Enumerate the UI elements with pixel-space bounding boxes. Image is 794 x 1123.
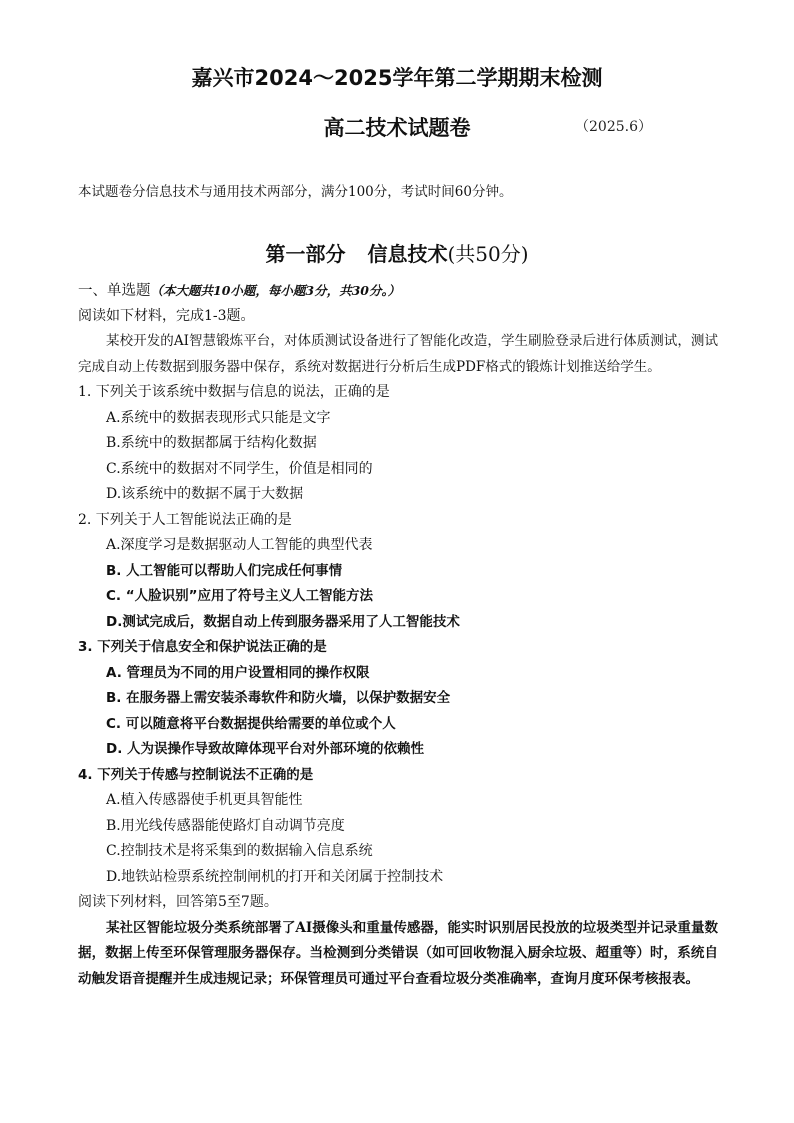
question-1-option-b: B.系统中的数据都属于结构化数据 — [106, 435, 317, 451]
exam-content — [78, 278, 718, 992]
exam-date: （2025.6） — [575, 119, 652, 135]
material-1: 某校开发的AI智慧锻炼平台，对体质测试设备进行了智能化改造，学生刷脸登录后进行体质测试，测试完成自动上传数据到服务器中保存，系统对数据进行分析后生成PDF格式的锻炼计划推送给学生。 — [78, 333, 718, 375]
question-1-stem: 1. 下列关于该系统中数据与信息的说法，正确的是 — [78, 384, 390, 400]
question-2-option-a: A.深度学习是数据驱动人工智能的典型代表 — [106, 537, 373, 553]
question-4-option-d: D.地铁站检票系统控制闸机的打开和关闭属于控制技术 — [106, 868, 444, 885]
question-2-option-b: B. 人工智能可以帮助人们完成任何事情 — [106, 562, 343, 579]
question-2-option-c: C. “人脸识别”应用了符号主义人工智能方法 — [106, 588, 373, 604]
read-instruction-1: 阅读如下材料，完成1-3题。 — [78, 307, 255, 324]
question-3-option-b: B. 在服务器上需安装杀毒软件和防火墙，以保护数据安全 — [106, 690, 451, 706]
question-3-stem: 3. 下列关于信息安全和保护说法正确的是 — [78, 639, 327, 655]
question-4-option-b: B.用光线传感器能使路灯自动调节亮度 — [106, 817, 345, 834]
section1-title: 一、单选题 — [78, 283, 151, 299]
material-2: 某社区智能垃圾分类系统部署了AI摄像头和重量传感器，能实时识别居民投放的垃圾类型并记录重量数据，数据上传至环保管理服务器保存。当检测到分类错误（如可回收物混入厨余垃圾、超重等）时，系统自动触发语音提醒并生成违规记录；环保管理员可通过平台查看垃圾分类准确率，查询月度环保考核报表。 — [78, 919, 718, 987]
question-2-stem: 2. 下列关于人工智能说法正确的是 — [78, 511, 292, 528]
part1-title-sub: 信息技术 — [367, 242, 448, 266]
question-1-option-a: A.系统中的数据表现形式只能是文字 — [106, 409, 331, 426]
question-3-option-d: D. 人为误操作导致故障体现平台对外部环境的依赖性 — [106, 741, 425, 757]
question-3-option-a: A. 管理员为不同的用户设置相同的操作权限 — [106, 664, 370, 681]
question-4-stem: 4. 下列关于传感与控制说法不正确的是 — [78, 766, 314, 783]
part1-title-main: 第一部分 — [265, 242, 346, 266]
part1-title-note: (共50分) — [447, 242, 529, 266]
exam-title: 嘉兴市2024～2025学年第二学期期末检测 — [191, 66, 603, 90]
section1-note: （本大题共10小题，每小题3分，共30分。） — [150, 283, 401, 298]
question-1-option-d: D.该系统中的数据不属于大数据 — [106, 486, 304, 502]
question-1-option-c: C.系统中的数据对不同学生，价值是相同的 — [106, 460, 373, 477]
exam-intro: 本试题卷分信息技术与通用技术两部分，满分100分，考试时间60分钟。 — [78, 184, 513, 200]
question-4-option-c: C.控制技术是将采集到的数据输入信息系统 — [106, 843, 373, 859]
read-instruction-2: 阅读下列材料，回答第5至7题。 — [78, 894, 278, 910]
question-3-option-c: C. 可以随意将平台数据提供给需要的单位或个人 — [106, 715, 396, 732]
question-2-option-d: D.测试完成后，数据自动上传到服务器采用了人工智能技术 — [106, 613, 460, 630]
section1-heading — [78, 278, 718, 304]
part1-title — [0, 238, 794, 267]
exam-subtitle: 高二技术试题卷 — [323, 116, 471, 140]
question-4-option-a: A.植入传感器使手机更具智能性 — [106, 792, 303, 808]
